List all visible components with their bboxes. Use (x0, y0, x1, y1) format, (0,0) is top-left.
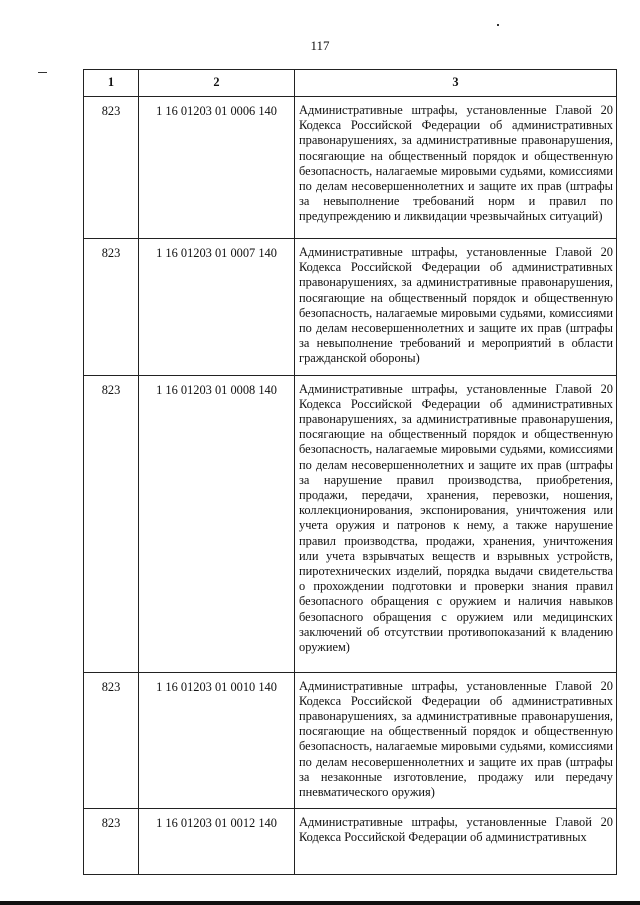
revenue-code-cell: 1 16 01203 01 0007 140 (139, 239, 295, 376)
admin-code-cell: 823 (84, 375, 139, 672)
admin-code-cell: 823 (84, 97, 139, 239)
scan-mark (38, 72, 47, 73)
description-cell: Административные штрафы, установленные Главой 20 Кодекса Российской Федерации об административных правонарушениях, за административные правонарушения, посягающие на общественный порядок и общественную безопасность, налагаемые мировыми судьями, комиссиями по делам несовершеннолетних и защите их прав (штрафы за незаконные изготовление, продажу или передачу пневматического оружия) (295, 672, 617, 809)
description-cell: Административные штрафы, установленные Главой 20 Кодекса Российской Федерации об административных (295, 809, 617, 875)
table-row (84, 239, 617, 376)
column-header-2: 2 (139, 70, 295, 97)
column-header-1: 1 (84, 70, 139, 97)
table-row (84, 375, 617, 672)
table-row (84, 97, 617, 239)
scan-mark (497, 24, 499, 26)
revenue-codes-table (83, 69, 617, 875)
admin-code-cell: 823 (84, 239, 139, 376)
revenue-code-cell: 1 16 01203 01 0008 140 (139, 375, 295, 672)
description-cell: Административные штрафы, установленные Главой 20 Кодекса Российской Федерации об административных правонарушениях, за административные правонарушения, посягающие на общественный порядок и общественную безопасность, налагаемые мировыми судьями, комиссиями по делам несовершеннолетних и защите их прав (штрафы за нарушение правил производства, приобретения, продажи, передачи, хранения, перевозки, ношения, коллекционирования, экспонирования, уничтожения или учета оружия и патронов к нему, а также нарушение правил производства, продажи, хранения, уничтожения или учета взрывчатых веществ и взрывных устройств, пиротехнических изделий, порядка выдачи свидетельства о прохождении подготовки и проверки знания правил безопасного обращения с оружием и наличия навыков безопасного обращения с оружием или медицинских заключений об отсутствии противопоказаний к владению оружием) (295, 375, 617, 672)
table-row (84, 809, 617, 875)
scan-bottom-edge (0, 901, 640, 905)
revenue-code-cell: 1 16 01203 01 0010 140 (139, 672, 295, 809)
admin-code-cell: 823 (84, 672, 139, 809)
column-header-3: 3 (295, 70, 617, 97)
admin-code-cell: 823 (84, 809, 139, 875)
table-row (84, 672, 617, 809)
revenue-code-cell: 1 16 01203 01 0012 140 (139, 809, 295, 875)
description-cell: Административные штрафы, установленные Главой 20 Кодекса Российской Федерации об административных правонарушениях, за административные правонарушения, посягающие на общественный порядок и общественную безопасность, налагаемые мировыми судьями, комиссиями по делам несовершеннолетних и защите их прав (штрафы за невыполнение требований норм и правил по предупреждению и ликвидации чрезвычайных ситуаций) (295, 97, 617, 239)
revenue-code-cell: 1 16 01203 01 0006 140 (139, 97, 295, 239)
page-number: 117 (310, 38, 330, 53)
table-header-row (84, 70, 617, 97)
description-cell: Административные штрафы, установленные Главой 20 Кодекса Российской Федерации об административных правонарушениях, за административные правонарушения, посягающие на общественный порядок и общественную безопасность, налагаемые мировыми судьями, комиссиями по делам несовершеннолетних и защите их прав (штрафы за невыполнение требований и мероприятий в области гражданской обороны) (295, 239, 617, 376)
